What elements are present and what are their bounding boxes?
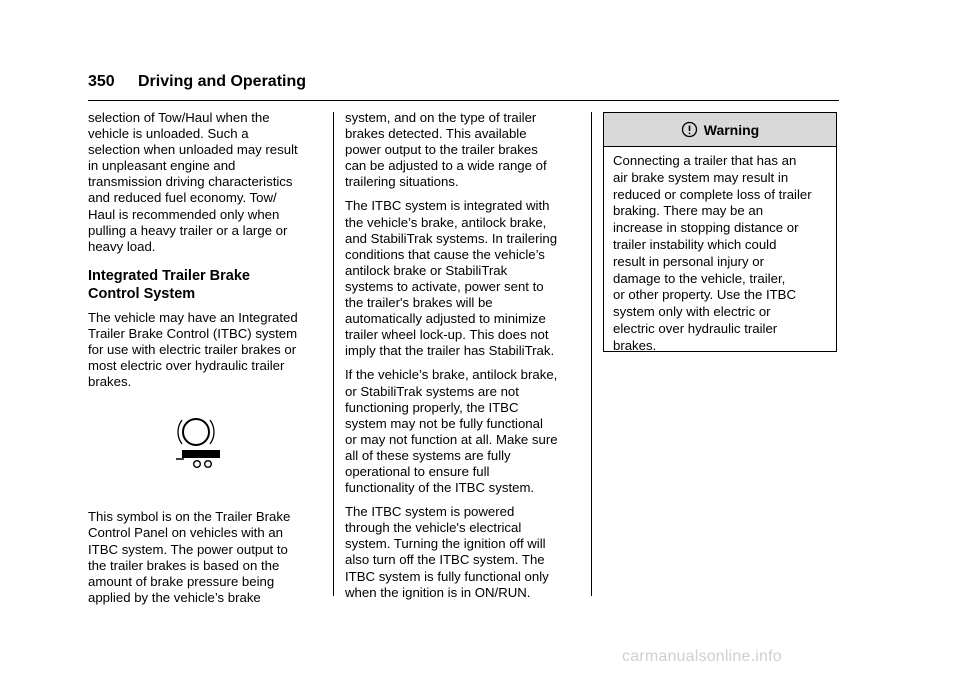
text-line: If the vehicle’s brake, antilock brake, <box>345 367 558 383</box>
col2-paragraph-1 <box>345 110 585 190</box>
text-line: when the ignition is in ON/RUN. <box>345 584 531 600</box>
text-line: amount of brake pressure being <box>88 573 275 589</box>
text-line: Haul is recommended only when <box>88 206 280 222</box>
warning-icon <box>681 121 698 138</box>
text-line: imply that the trailer has StabiliTrak. <box>345 343 555 359</box>
text-line: system only with electric or <box>613 304 771 320</box>
text-line: heavy load. <box>88 238 156 254</box>
section-heading <box>88 267 328 303</box>
warning-title: Warning <box>703 121 760 138</box>
section-title: Driving and Operating <box>138 73 307 90</box>
text-line: The ITBC system is integrated with <box>345 198 550 214</box>
col2-paragraph-2 <box>345 198 585 359</box>
text-line: trailer wheel lock-up. This does not <box>345 327 549 343</box>
text-line: Control Panel on vehicles with an <box>88 525 283 541</box>
text-line: electric over hydraulic trailer <box>613 320 778 336</box>
heading-line: Control System <box>88 285 196 302</box>
text-line: can be adjusted to a wide range of <box>345 158 547 174</box>
text-line: brakes. <box>613 337 657 353</box>
text-line: through the vehicle's electrical <box>345 520 522 536</box>
text-line: the trailer's brakes will be <box>345 295 493 311</box>
page-number: 350 <box>88 73 115 90</box>
text-line: result in personal injury or <box>613 253 764 269</box>
watermark: carmanualsonline.info <box>622 648 782 665</box>
text-line: increase in stopping distance or <box>613 220 799 236</box>
text-line: trailer instability which could <box>613 236 777 252</box>
col2-paragraph-3 <box>345 367 585 496</box>
text-line: the trailer brakes is based on the <box>88 557 280 573</box>
col1-paragraph-3 <box>88 509 328 606</box>
text-line: This symbol is on the Trailer Brake <box>88 509 291 525</box>
text-line: system, and on the type of trailer <box>345 110 537 125</box>
column-1 <box>88 110 328 606</box>
text-line: and StabiliTrak systems. In trailering <box>345 230 558 246</box>
text-line: pulling a heavy trailer or a large or <box>88 222 288 238</box>
col2-paragraph-4 <box>345 504 585 601</box>
page-header <box>88 70 839 101</box>
text-line: system may not be fully functional <box>345 415 543 431</box>
text-line: functioning properly, the ITBC <box>345 399 519 415</box>
text-line: or StabiliTrak systems are not <box>345 383 519 399</box>
text-line: ITBC system is fully functional only <box>345 568 549 584</box>
text-line: damage to the vehicle, trailer, <box>613 270 786 286</box>
warning-header <box>604 113 836 147</box>
text-line: functionality of the ITBC system. <box>345 480 535 496</box>
text-line: system. Turning the ignition off will <box>345 536 546 552</box>
text-line: also turn off the ITBC system. The <box>345 552 545 568</box>
text-line: operational to ensure full <box>345 463 490 479</box>
text-line: vehicle is unloaded. Such a <box>88 126 249 142</box>
text-line: automatically adjusted to minimize <box>345 311 546 327</box>
col1-paragraph-2 <box>88 310 328 390</box>
text-line: reduced or complete loss of trailer <box>613 186 812 202</box>
text-line: The ITBC system is powered <box>345 504 515 520</box>
text-line: applied by the vehicle’s brake <box>88 589 261 605</box>
text-line: Trailer Brake Control (ITBC) system <box>88 325 298 341</box>
text-line: for use with electric trailer brakes or <box>88 342 297 358</box>
text-line: systems to activate, power sent to <box>345 278 544 294</box>
text-line: or may not function at all. Make sure <box>345 431 558 447</box>
text-line: most electric over hydraulic trailer <box>88 358 285 374</box>
text-line: Connecting a trailer that has an <box>613 153 797 168</box>
text-line: braking. There may be an <box>613 203 764 219</box>
text-line: ITBC system. The power output to <box>88 541 288 557</box>
column-divider <box>591 112 592 596</box>
text-line: selection when unloaded may result <box>88 142 298 158</box>
text-line: power output to the trailer brakes <box>345 142 538 158</box>
text-line: brakes. <box>88 374 132 390</box>
heading-line: Integrated Trailer Brake <box>88 267 250 284</box>
text-line: transmission driving characteristics <box>88 174 293 190</box>
warning-box <box>603 112 837 352</box>
col1-paragraph-1 <box>88 110 328 255</box>
text-line: selection of Tow/Haul when the <box>88 110 270 125</box>
column-2 <box>345 110 585 601</box>
text-line: the vehicle’s brake, antilock brake, <box>345 214 547 230</box>
text-line: trailering situations. <box>345 174 459 190</box>
text-line: and reduced fuel economy. Tow/ <box>88 190 277 206</box>
text-line: brakes detected. This available <box>345 126 527 142</box>
text-line: antilock brake or StabiliTrak <box>345 262 508 278</box>
text-line: all of these systems are fully <box>345 447 511 463</box>
warning-text <box>613 153 812 355</box>
column-divider <box>333 112 334 596</box>
text-line: conditions that cause the vehicle’s <box>345 246 545 262</box>
text-line: in unpleasant engine and <box>88 158 236 174</box>
text-line: air brake system may result in <box>613 169 789 185</box>
text-line: or other property. Use the ITBC <box>613 287 796 303</box>
trailer-brake-icon <box>176 415 224 471</box>
text-line: The vehicle may have an Integrated <box>88 309 298 325</box>
